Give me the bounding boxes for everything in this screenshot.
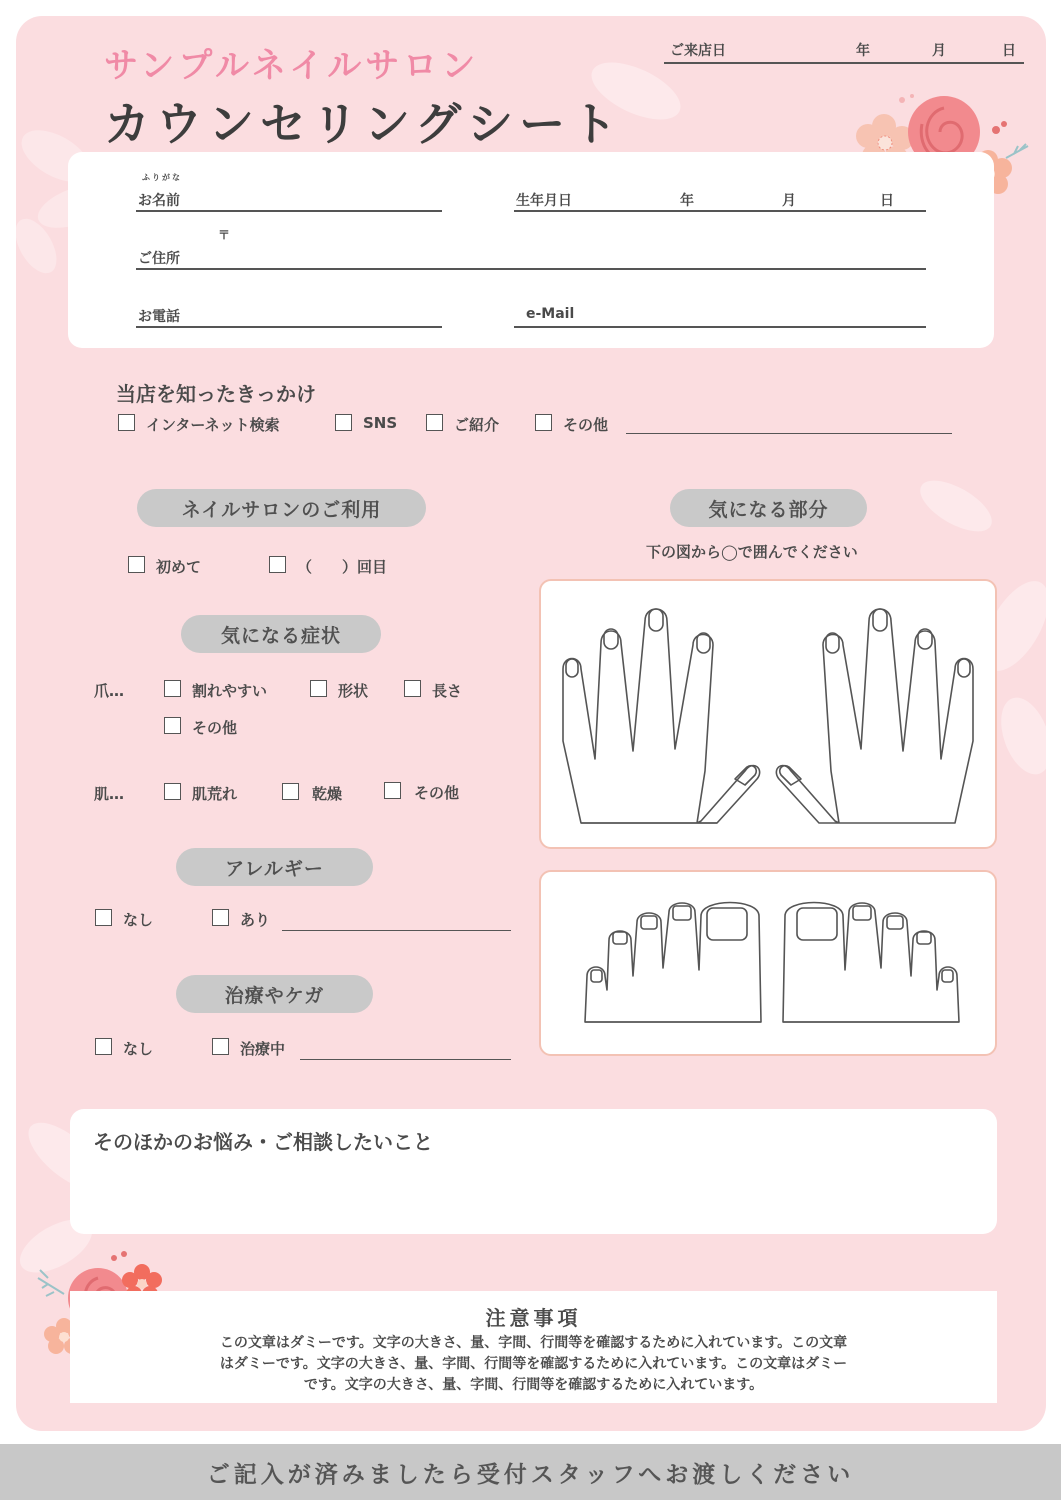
referral-internet-checkbox[interactable] [118,414,135,431]
usage-times-open: （ [297,558,313,576]
notice-heading: 注意事項 [485,1306,582,1330]
name-field[interactable] [136,186,442,212]
referral-other-label: その他 [563,416,609,434]
skin-dry-checkbox[interactable] [282,783,299,800]
treatment-ongoing-checkbox[interactable] [212,1038,229,1055]
birthday-month-label: 月 [782,193,796,209]
name-label: お名前 [138,193,180,209]
nail-brittle-label: 割れやすい [192,682,268,700]
symptoms-heading: 気になる症状 [181,615,381,653]
allergy-yes-label: あり [240,911,271,929]
address-label: ご住所 [138,251,180,267]
skin-other-checkbox[interactable] [384,782,401,799]
hands-diagram-panel[interactable] [539,579,997,849]
skin-dry-label: 乾燥 [312,785,343,803]
furigana-label: ふりがな [142,173,182,182]
nail-other-checkbox[interactable] [164,717,181,734]
phone-label: お電話 [138,309,180,325]
skin-other-label: その他 [414,784,460,802]
treatment-ongoing-label: 治療中 [240,1040,286,1058]
referral-heading: 当店を知ったきっかけ [116,382,316,406]
allergy-detail-input[interactable] [282,930,511,931]
visit-date-field[interactable] [664,38,1024,64]
allergy-yes-checkbox[interactable] [212,909,229,926]
nail-length-label: 長さ [432,682,463,700]
referral-other-checkbox[interactable] [535,414,552,431]
nail-brittle-checkbox[interactable] [164,680,181,697]
concern-area-instruction: 下の図から◯で囲んでください [646,543,858,561]
postal-mark: 〒 [218,228,231,242]
visit-day-label: 日 [1002,43,1016,59]
nail-label: 爪… [94,682,125,700]
treatment-none-label: なし [123,1040,154,1058]
allergy-none-label: なし [123,911,154,929]
referral-internet-label: インターネット検索 [146,416,280,434]
nail-other-label: その他 [192,719,238,737]
treatment-none-checkbox[interactable] [95,1038,112,1055]
sheet-title: カウンセリングシート [104,97,624,151]
skin-rough-checkbox[interactable] [164,783,181,800]
consultation-heading: そのほかのお悩み・ご相談したいこと [93,1130,433,1154]
birthday-day-label: 日 [880,193,894,209]
allergy-none-checkbox[interactable] [95,909,112,926]
treatment-detail-input[interactable] [300,1059,511,1060]
feet-illustration-icon [541,872,995,1054]
email-label: e-Mail [526,306,575,322]
usage-times-checkbox[interactable] [269,556,286,573]
referral-other-input[interactable] [626,433,952,434]
nail-shape-label: 形状 [338,682,369,700]
usage-first-time-label: 初めて [156,558,202,576]
birthday-field[interactable] [514,186,926,212]
usage-first-time-checkbox[interactable] [128,556,145,573]
usage-times-close: ）回目 [342,558,388,576]
notice-body [100,1333,967,1396]
hands-illustration-icon [541,581,995,847]
referral-sns-label: SNS [363,414,398,432]
nail-length-checkbox[interactable] [404,680,421,697]
footer-banner: ご記入が済みましたら受付スタッフへお渡しください [0,1444,1061,1500]
visit-month-label: 月 [932,43,946,59]
referral-introduction-label: ご紹介 [454,416,500,434]
skin-rough-label: 肌荒れ [192,785,238,803]
notice-line: はダミーです。文字の大きさ、量、字間、行間等を確認するために入れています。この文章はダミー [219,1356,848,1372]
treatment-heading: 治療やケガ [176,975,373,1013]
usage-heading: ネイルサロンのご利用 [137,489,426,527]
concern-area-heading: 気になる部分 [670,489,867,527]
birthday-label: 生年月日 [516,193,572,209]
address-field[interactable] [136,244,926,270]
salon-name: サンプルネイルサロン [104,46,480,86]
visit-date-label: ご来店日 [670,43,726,59]
phone-field[interactable] [136,302,442,328]
skin-label: 肌… [94,785,125,803]
referral-introduction-checkbox[interactable] [426,414,443,431]
referral-sns-checkbox[interactable] [335,414,352,431]
allergy-heading: アレルギー [176,848,373,886]
visit-year-label: 年 [856,43,870,59]
email-field[interactable] [514,302,926,328]
notice-line: です。文字の大きさ、量、字間、行間等を確認するために入れています。 [303,1377,764,1393]
birthday-year-label: 年 [680,193,694,209]
nail-shape-checkbox[interactable] [310,680,327,697]
feet-diagram-panel[interactable] [539,870,997,1056]
notice-line: この文章はダミーです。文字の大きさ、量、字間、行間等を確認するために入れています。この文章 [219,1335,848,1351]
